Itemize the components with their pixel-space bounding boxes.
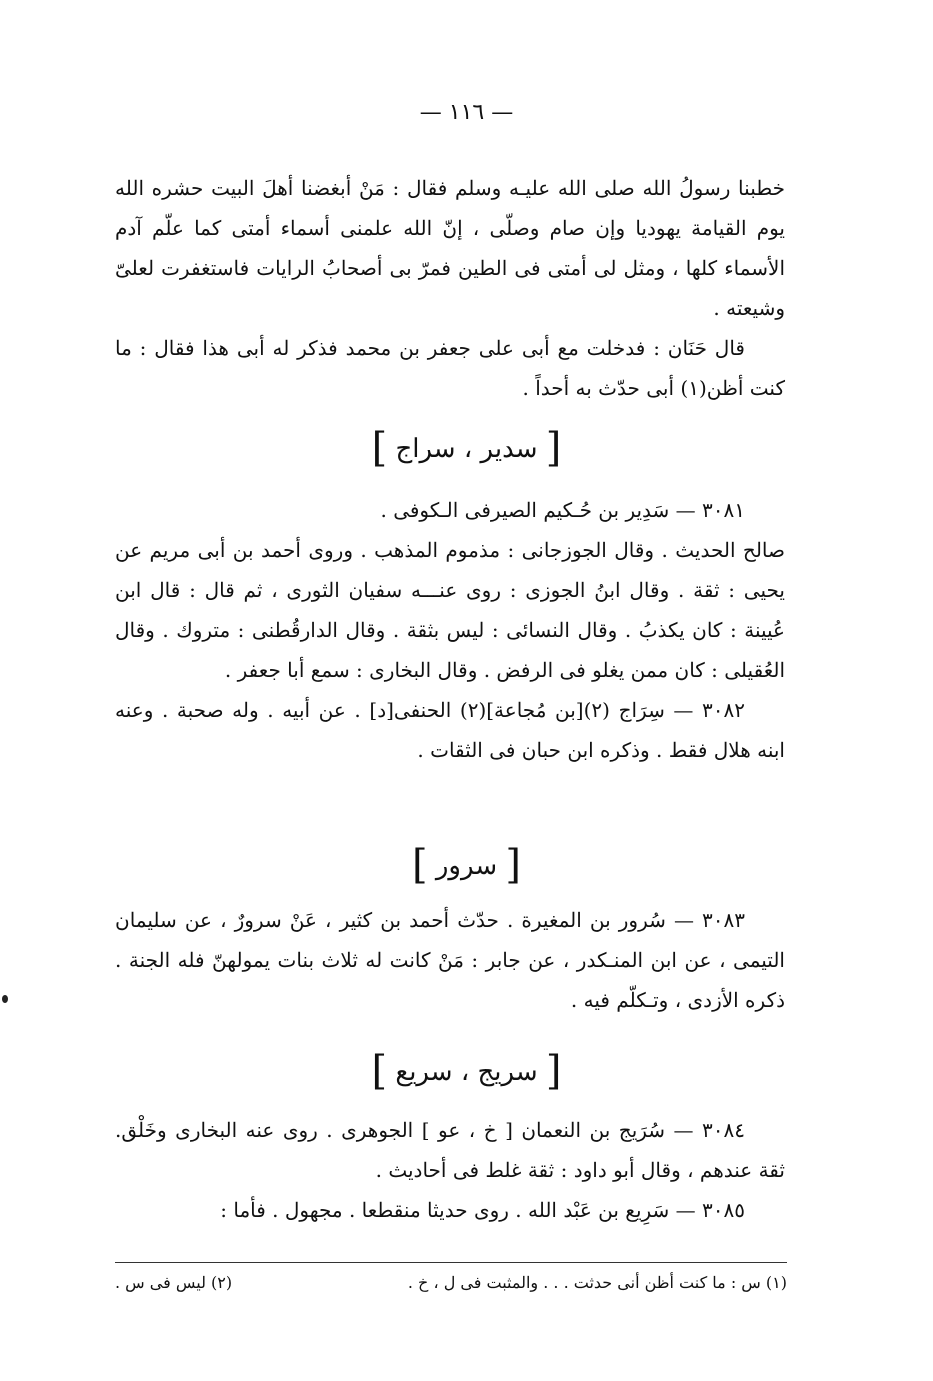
entry-3081: ٣٠٨١ — سَدِير بن حُـكيم الصيرفى الـكوفى . (380, 498, 745, 522)
scan-speck (2, 995, 8, 1003)
footnote-1: (١) س : ما كنت أظن أنى حدثت . . . والمثبت فى ل ، خ . (407, 1273, 787, 1292)
footnotes (115, 1270, 787, 1296)
opening-text (115, 168, 785, 408)
section-heading-text: سريج ، سريع (395, 1057, 538, 1087)
footnote-2: (٢) ليس فى س . (115, 1273, 233, 1292)
entry-3083: ٣٠٨٣ — سُرور بن المغيرة . حدّث أحمد بن كثير ، عَنْ سرورٌ ، عن سليمان التيمى ، عن ابن المنـكدر ، عن جابر : مَنْ كانت له ثلاث بنات يمولهنّ فله الجنة . ذكره الأزدى ، وتـكلّم فيه . (115, 908, 785, 1012)
entry-3084: ٣٠٨٤ — سُرَيج بن النعمان [ خ ، عو ] الجوهرى . روى عنه البخارى وخَلْق. ثقة عندهم ، وقال أبو داود : ثقة غلط فى أحاديث . (115, 1118, 785, 1182)
paragraph: صالح الحديث . وقال الجوزجانى : مذموم المذهب . وروى أحمد بن أبى مريم عن يحيى : ثقة . وقال ابنُ الجوزى : روى عنـــه سفيان الثورى ، ثم قال : قال ابن عُيينة : كان يكذبُ . وقال النسائى : ليس بثقة . وقال الدارقُطنى : متروك . وقال العُقيلى : كان ممن يغلو فى الرفض . وقال البخارى : سمع أبا جعفر . (115, 538, 785, 682)
section-heading-text: سدير ، سراج (395, 434, 538, 464)
section-heading: [ سرور ] (412, 842, 521, 888)
section-heading-text: سرور (435, 851, 498, 881)
section-body (115, 490, 785, 770)
section-body (115, 1110, 785, 1230)
paragraph: خطبنا رسولُ الله صلى الله عليـه وسلم فقال : مَنْ أبغضنا أهلَ البيت حشره الله يوم القيامة يهوديا وإن صام وصلّى ، إنّ الله علمنى أسماء أمتى كما علّم آدم الأسماء كلها ، ومثل لى أمتى فى الطين فمرّ بى أصحابُ الرايات فاستغفرت لعلىّ وشيعته . (115, 176, 785, 320)
entry-3085: ٣٠٨٥ — سَرِيع بن عَبْد الله . روى حديثا منقطعا . مجهول . فأما : (220, 1198, 745, 1222)
paragraph: قال حَنَان : فدخلت مع أبى على جعفر بن محمد فذكر له أبى هذا فقال : ما كنت أظن(١) أبى حدّث به أحداً . (115, 336, 785, 400)
footnote-divider (115, 1262, 787, 1263)
section-heading: [ سدير ، سراج ] (371, 425, 562, 471)
section-body (115, 900, 785, 1020)
entry-3082: ٣٠٨٢ — سِرَاج (٢)[بن مُجاعة](٢) الحنفى[د] . عن أبيه . وله صحبة . وعنه ابنه هلال فقط . وذكره ابن حبان فى الثقات . (115, 698, 785, 762)
section-heading: [ سريج ، سريع ] (371, 1048, 562, 1094)
page-number: — ١١٦ — (419, 100, 514, 125)
